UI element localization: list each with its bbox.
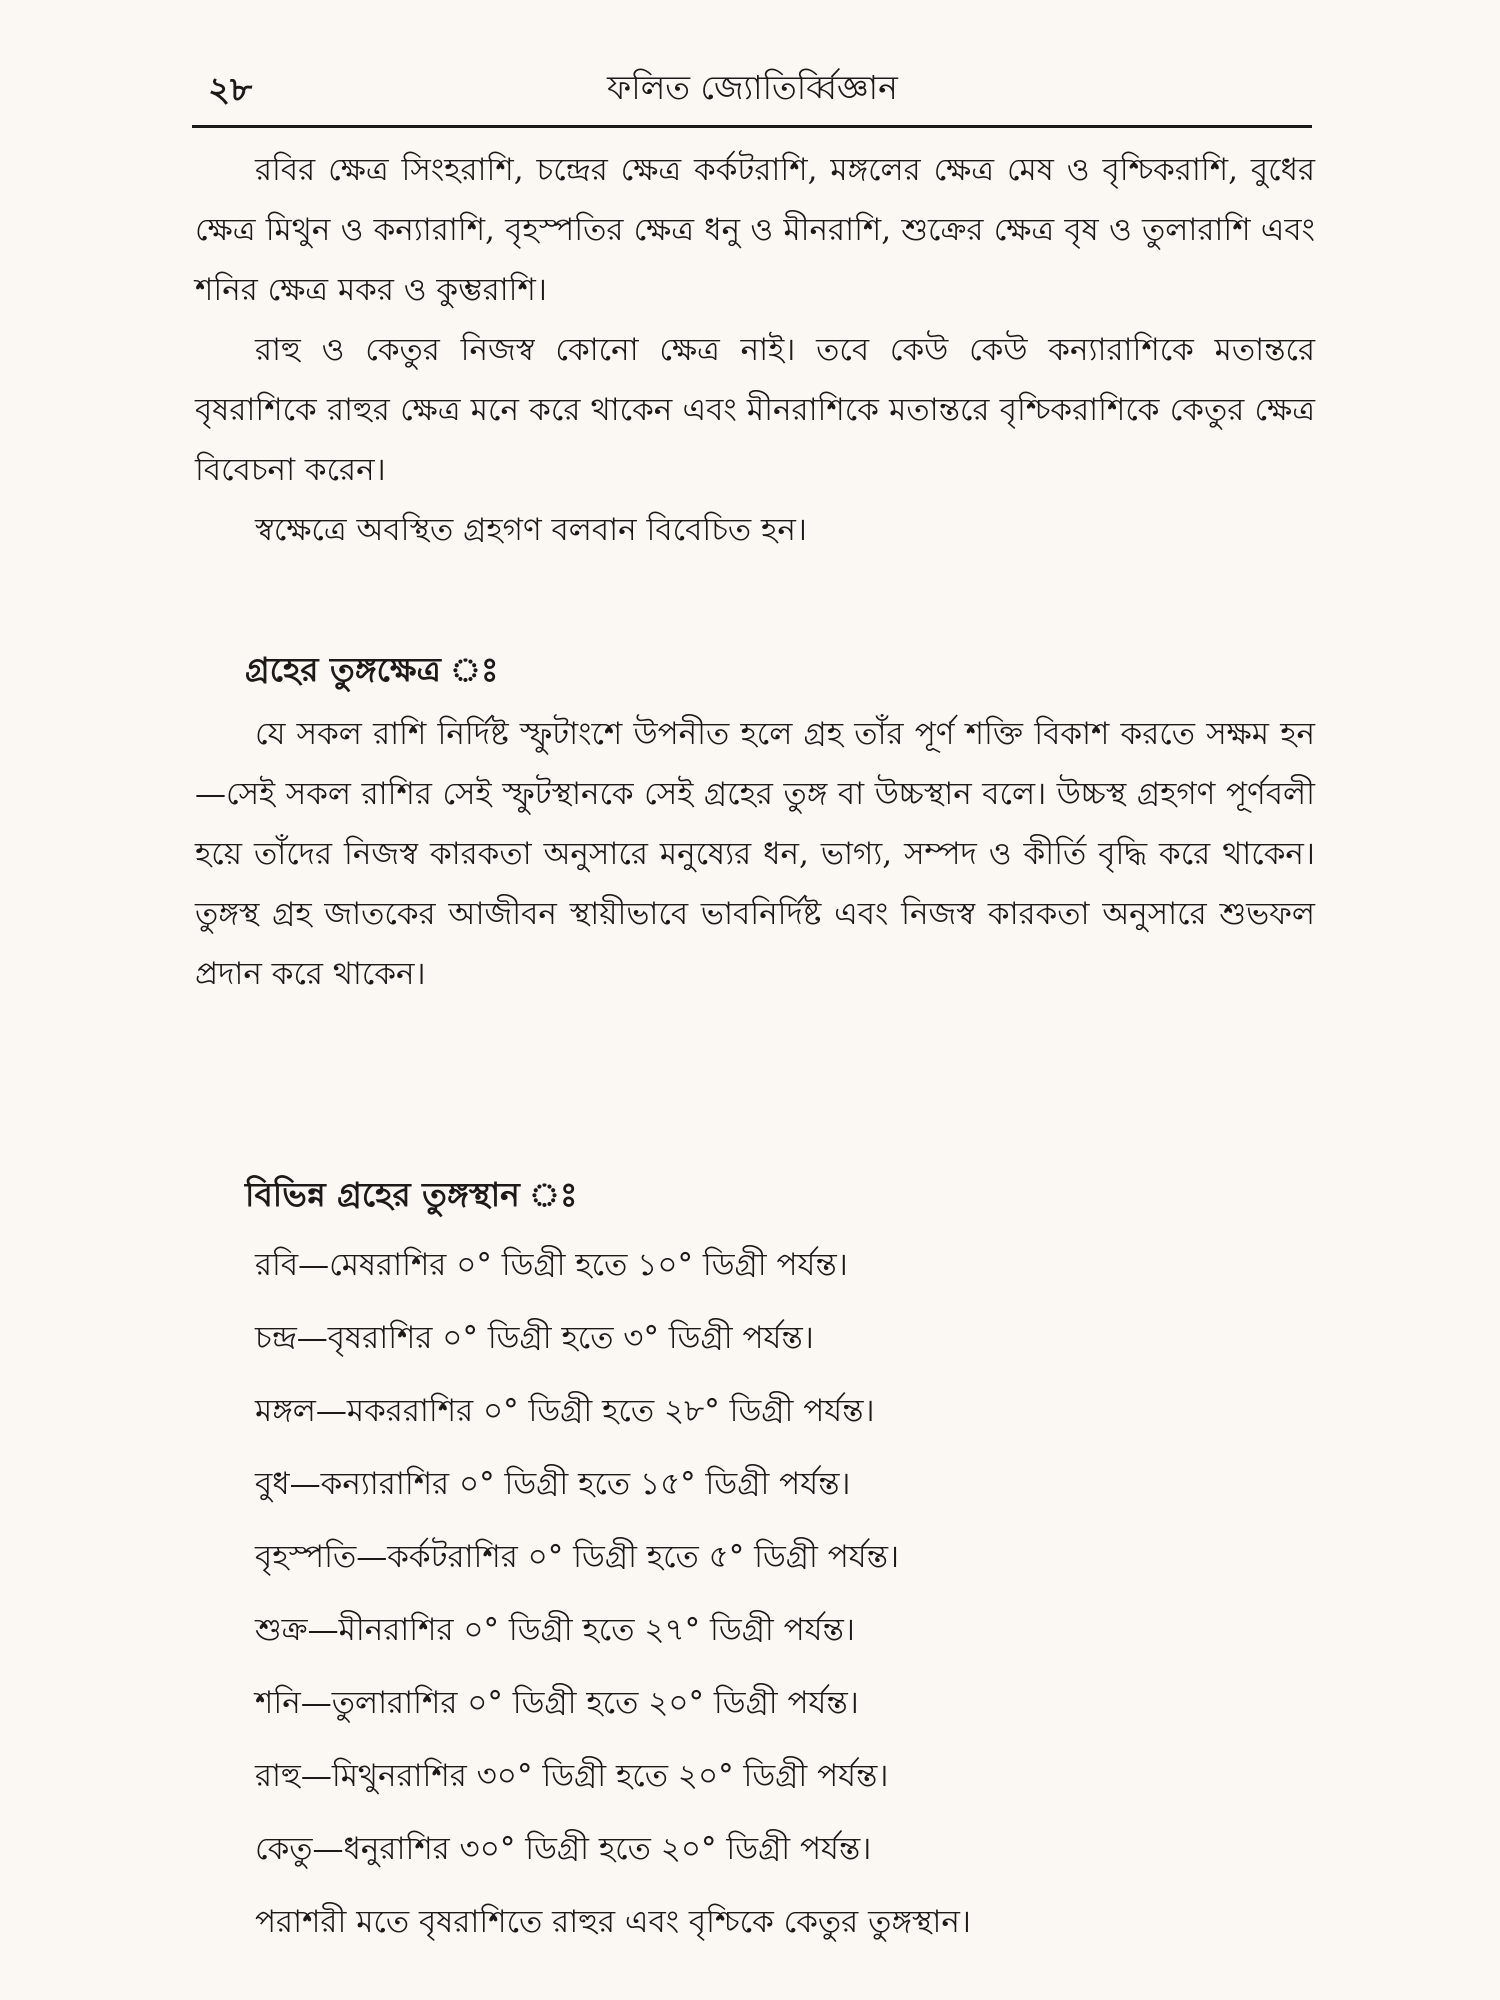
list-item: চন্দ্র—বৃষরাশির ০° ডিগ্রী হতে ৩° ডিগ্রী পর্যন্ত। bbox=[255, 1320, 814, 1356]
list-item: শনি—তুলারাশির ০° ডিগ্রী হতে ২০° ডিগ্রী পর্যন্ত। bbox=[255, 1685, 859, 1721]
list-item: রাহু—মিথুনরাশির ৩০° ডিগ্রী হতে ২০° ডিগ্রী পর্যন্ত। bbox=[255, 1758, 889, 1794]
list-item: মঙ্গল—মকররাশির ০° ডিগ্রী হতে ২৮° ডিগ্রী পর্যন্ত। bbox=[255, 1393, 875, 1429]
closing-line: পরাশরী মতে বৃষরাশিতে রাহুর এবং বৃশ্চিকে কেতুর তুঙ্গস্থান। bbox=[255, 1904, 971, 1940]
intro-paragraph-1: রবির ক্ষেত্র সিংহরাশি, চন্দ্রের ক্ষেত্র কর্কটরাশি, মঙ্গলের ক্ষেত্র মেষ ও বৃশ্চিকরাশি, বুধের ক্ষেত্র মিথুন ও কন্যারাশি, বৃহস্পতির ক্ষেত্র ধনু ও মীনরাশি, শুক্রের ক্ষেত্র বৃষ ও তুলারাশি এবং শনির ক্ষেত্র মকর ও কুম্ভরাশি। bbox=[195, 152, 1315, 308]
page-header bbox=[190, 58, 1315, 118]
exaltation-section bbox=[195, 640, 1315, 1004]
intro-section bbox=[195, 140, 1315, 560]
list-item: বুধ—কন্যারাশির ০° ডিগ্রী হতে ১৫° ডিগ্রী পর্যন্ত। bbox=[255, 1466, 851, 1502]
running-title: ফলিত জ্যোতির্ব্বিজ্ঞান bbox=[607, 68, 898, 107]
list-item: রবি—মেষরাশির ০° ডিগ্রী হতে ১০° ডিগ্রী পর্যন্ত। bbox=[255, 1247, 848, 1283]
exaltation-heading: গ্রহের তুঙ্গক্ষেত্র ঃ bbox=[245, 650, 499, 689]
intro-paragraph-2: রাহু ও কেতুর নিজস্ব কোনো ক্ষেত্র নাই। তবে কেউ কেউ কন্যারাশিকে মতান্তরে বৃষরাশিকে রাহুর ক্ষেত্র মনে করে থাকেন এবং মীনরাশিকে মতান্তরে বৃশ্চিকরাশিকে কেতুর ক্ষেত্র বিবেচনা করেন। bbox=[195, 332, 1315, 488]
exaltation-paragraph: যে সকল রাশি নির্দিষ্ট স্ফুটাংশে উপনীত হলে গ্রহ তাঁর পূর্ণ শক্তি বিকাশ করতে সক্ষম হন—সেই সকল রাশির সেই স্ফুটস্থানকে সেই গ্রহের তুঙ্গ বা উচ্চস্থান বলে। উচ্চস্থ গ্রহগণ পূর্ণবলী হয়ে তাঁদের নিজস্ব কারকতা অনুসারে মনুষ্যের ধন, ভাগ্য, সম্পদ ও কীর্তি বৃদ্ধি করে থাকেন। তুঙ্গস্থ গ্রহ জাতকের আজীবন স্থায়ীভাবে ভাবনির্দিষ্ট এবং নিজস্ব কারকতা অনুসারে শুভফল প্রদান করে থাকেন। bbox=[195, 716, 1315, 992]
header-divider bbox=[192, 125, 1312, 128]
positions-section bbox=[195, 1165, 1315, 1959]
list-item: বৃহস্পতি—কর্কটরাশির ০° ডিগ্রী হতে ৫° ডিগ্রী পর্যন্ত। bbox=[255, 1539, 900, 1575]
page-number: ২৮ bbox=[208, 70, 253, 110]
exaltation-positions-list bbox=[195, 1229, 1315, 1886]
positions-heading: বিভিন্ন গ্রহের তুঙ্গস্থান ঃ bbox=[245, 1175, 578, 1214]
intro-paragraph-3: স্বক্ষেত্রে অবস্থিত গ্রহগণ বলবান বিবেচিত হন। bbox=[255, 512, 807, 548]
list-item: কেতু—ধনুরাশির ৩০° ডিগ্রী হতে ২০° ডিগ্রী পর্যন্ত। bbox=[255, 1831, 872, 1867]
list-item: শুক্র—মীনরাশির ০° ডিগ্রী হতে ২৭° ডিগ্রী পর্যন্ত। bbox=[255, 1612, 855, 1648]
